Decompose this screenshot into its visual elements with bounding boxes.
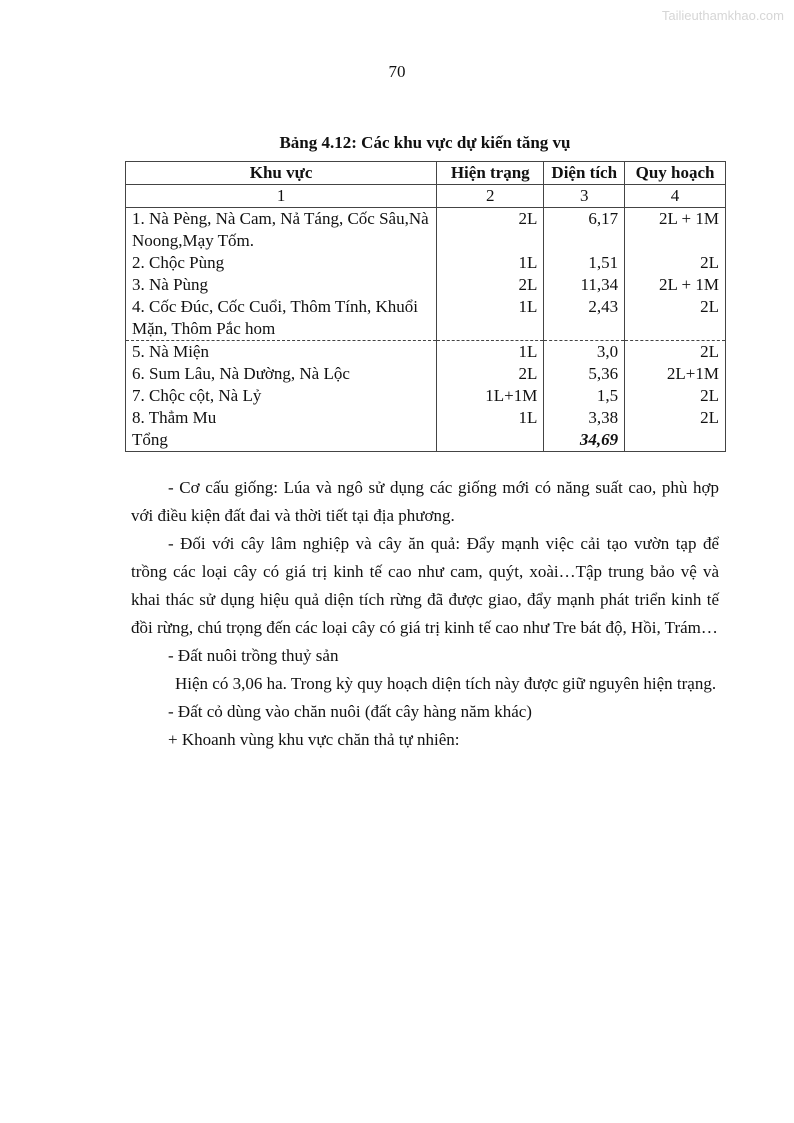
area-cell: 5. Nà Miện (126, 341, 437, 364)
crop-area-table (125, 161, 726, 452)
area-cell: 3. Nà Pùng (126, 274, 437, 296)
size-cell: 1,5 (544, 385, 625, 407)
total-value: 34,69 (544, 429, 625, 452)
table-row (126, 363, 726, 385)
table-row (126, 274, 726, 296)
table-row (126, 208, 726, 253)
size-cell: 5,36 (544, 363, 625, 385)
paragraph: + Khoanh vùng khu vực chăn thả tự nhiên: (168, 730, 460, 749)
paragraph: - Cơ cấu giống: Lúa và ngô sử dụng các giống mới có năng suất cao, phù hợp với điều kiện đất đai và thời tiết tại địa phương. (131, 478, 719, 525)
current-cell: 2L (437, 274, 544, 296)
header-plan: Quy hoạch (625, 162, 726, 185)
plan-cell: 2L (625, 296, 726, 341)
plan-cell: 2L + 1M (625, 274, 726, 296)
size-cell: 6,17 (544, 208, 625, 253)
table-row (126, 296, 726, 341)
current-cell: 2L (437, 363, 544, 385)
column-number: 4 (625, 185, 726, 208)
paragraph: - Đối với cây lâm nghiệp và cây ăn quả: Đẩy mạnh việc cải tạo vườn tạp để trồng các loại cây có giá trị kinh tế cao như cam, quýt, xoài…Tập trung bảo vệ và khai thác sử dụng hiệu quả diện tích rừng đã được giao, đẩy mạnh phát triển kinh tế đồi rừng, chú trọng đến các loại cây có giá trị kinh tế cao như Tre bát độ, Hồi, Trám… (131, 534, 719, 637)
size-cell: 1,51 (544, 252, 625, 274)
header-current: Hiện trạng (437, 162, 544, 185)
area-cell: 8. Thẳm Mu (126, 407, 437, 429)
total-row (126, 429, 726, 452)
column-number: 2 (437, 185, 544, 208)
current-cell: 1L (437, 296, 544, 341)
plan-cell: 2L + 1M (625, 208, 726, 253)
total-label: Tổng (126, 429, 437, 452)
column-number: 3 (544, 185, 625, 208)
current-cell: 2L (437, 208, 544, 253)
area-cell: 7. Chộc cột, Nà Lỷ (126, 385, 437, 407)
table-row (126, 341, 726, 364)
size-cell: 3,38 (544, 407, 625, 429)
area-cell: 6. Sum Lâu, Nà Dường, Nà Lộc (126, 363, 437, 385)
current-cell: 1L (437, 341, 544, 364)
table-header-row (126, 162, 726, 185)
paragraph: - Đất nuôi trồng thuỷ sản (168, 646, 339, 665)
table-title: Bảng 4.12: Các khu vực dự kiến tăng vụ (279, 133, 571, 152)
plan-cell: 2L+1M (625, 363, 726, 385)
plan-cell: 2L (625, 252, 726, 274)
area-cell: 2. Chộc Pùng (126, 252, 437, 274)
area-cell: 4. Cốc Đúc, Cốc Cuổi, Thôm Tính, Khuổi Mặn, Thôm Pắc hom (126, 296, 437, 341)
plan-cell: 2L (625, 385, 726, 407)
table-row (126, 385, 726, 407)
plan-cell: 2L (625, 407, 726, 429)
table-row (126, 407, 726, 429)
column-number-row (126, 185, 726, 208)
table-row (126, 252, 726, 274)
size-cell: 2,43 (544, 296, 625, 341)
column-number: 1 (126, 185, 437, 208)
size-cell: 3,0 (544, 341, 625, 364)
header-area: Khu vực (126, 162, 437, 185)
current-cell: 1L (437, 407, 544, 429)
paragraph: - Đất cỏ dùng vào chăn nuôi (đất cây hàng năm khác) (168, 702, 532, 721)
empty-cell (625, 429, 726, 452)
plan-cell: 2L (625, 341, 726, 364)
empty-cell (437, 429, 544, 452)
page-number: 70 (388, 62, 406, 81)
watermark: Tailieuthamkhao.com (661, 8, 784, 23)
current-cell: 1L (437, 252, 544, 274)
current-cell: 1L+1M (437, 385, 544, 407)
area-cell: 1. Nà Pèng, Nà Cam, Nả Táng, Cốc Sâu,Nà Noong,Mạy Tốm. (126, 208, 437, 253)
size-cell: 11,34 (544, 274, 625, 296)
body-text (131, 474, 719, 754)
header-size: Diện tích (544, 162, 625, 185)
paragraph: Hiện có 3,06 ha. Trong kỳ quy hoạch diện tích này được giữ nguyên hiện trạng. (175, 674, 717, 693)
